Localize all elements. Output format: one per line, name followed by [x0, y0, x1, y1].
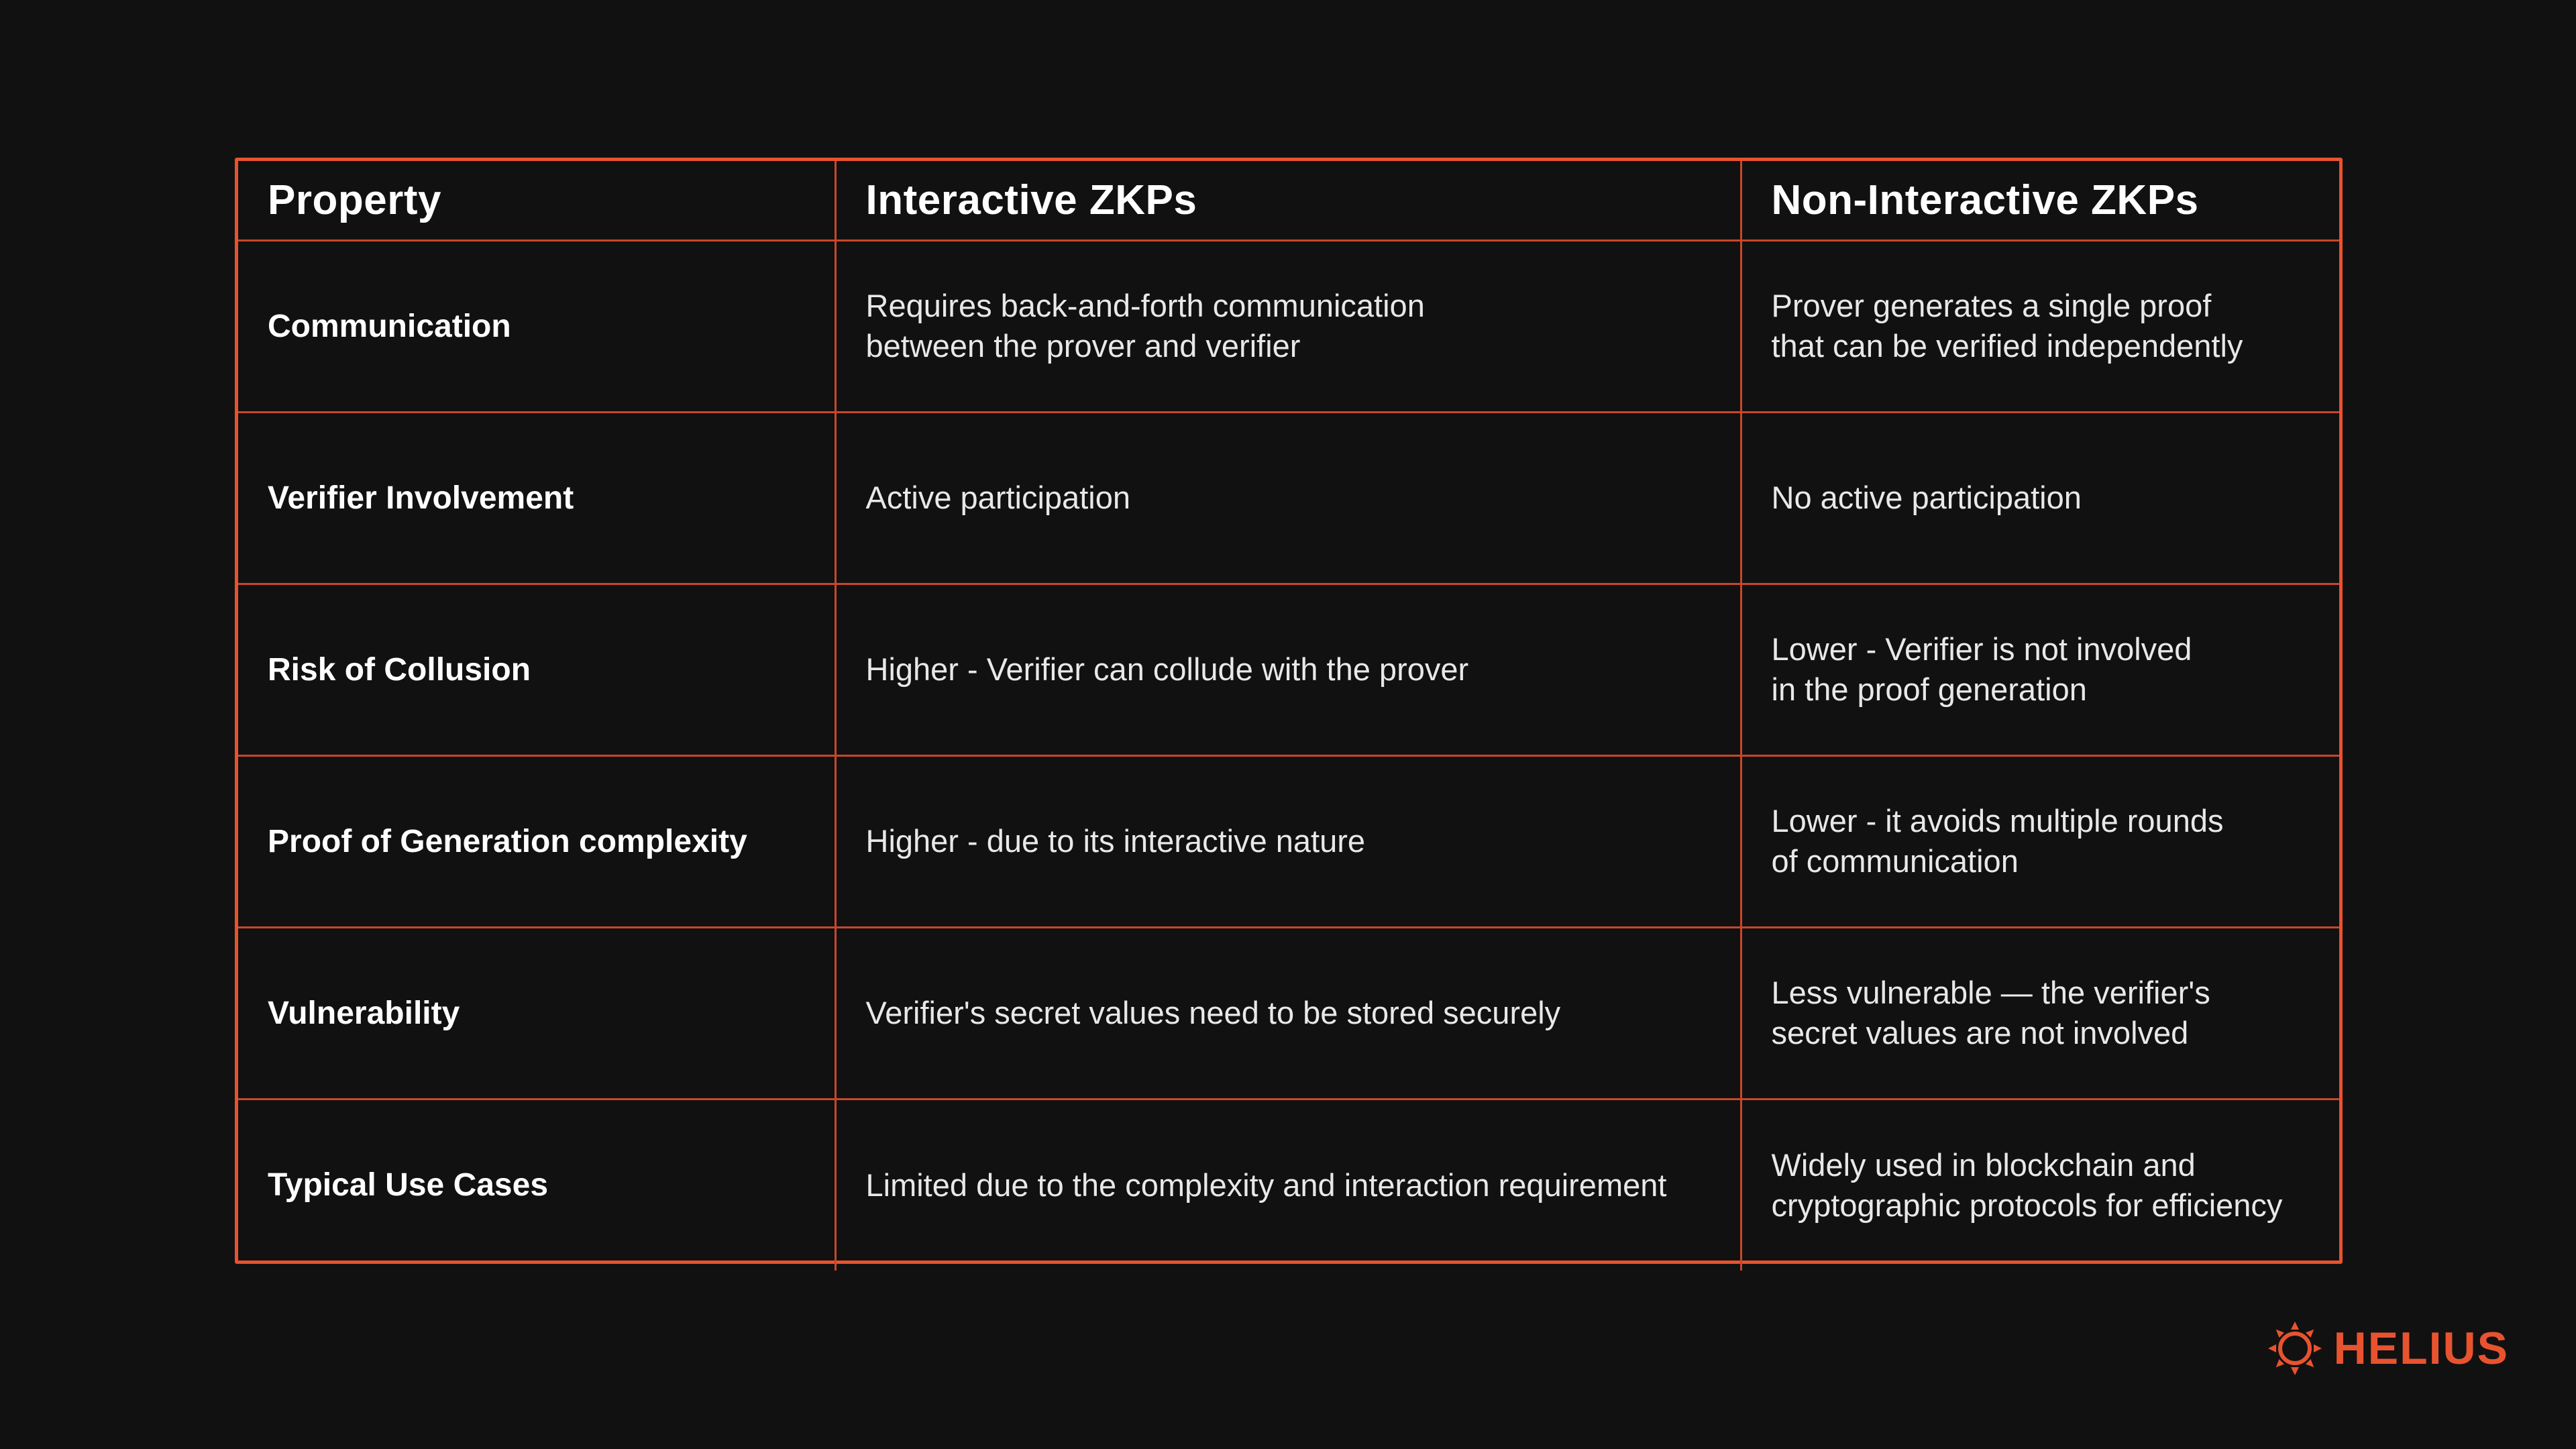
- row-property: Risk of Collusion: [238, 584, 835, 755]
- header-property: Property: [238, 161, 835, 240]
- row-interactive-value: Active participation: [835, 412, 1741, 584]
- row-interactive-value: Limited due to the complexity and interaction requirement: [835, 1099, 1741, 1271]
- row-non-interactive-value: Less vulnerable — the verifier's secret values are not involved: [1741, 927, 2339, 1099]
- zkp-comparison-table: [238, 161, 2339, 1271]
- table-row: [238, 755, 2339, 927]
- row-interactive-value: Higher - due to its interactive nature: [835, 755, 1741, 927]
- table-row: [238, 1099, 2339, 1271]
- row-property: Vulnerability: [238, 927, 835, 1099]
- row-non-interactive-value: No active participation: [1741, 412, 2339, 584]
- table-row: [238, 584, 2339, 755]
- helius-sun-icon: [2267, 1320, 2323, 1377]
- row-interactive-value: Requires back-and-forth communication between the prover and verifier: [835, 240, 1741, 412]
- header-non-interactive: Non-Interactive ZKPs: [1741, 161, 2339, 240]
- helius-logo-text: HELIUS: [2333, 1323, 2509, 1374]
- row-non-interactive-value: Prover generates a single proof that can be verified independently: [1741, 240, 2339, 412]
- row-property: Communication: [238, 240, 835, 412]
- header-interactive: Interactive ZKPs: [835, 161, 1741, 240]
- row-interactive-value: Higher - Verifier can collude with the prover: [835, 584, 1741, 755]
- table-row: [238, 240, 2339, 412]
- table-row: [238, 412, 2339, 584]
- row-non-interactive-value: Lower - it avoids multiple rounds of communication: [1741, 755, 2339, 927]
- row-non-interactive-value: Lower - Verifier is not involved in the proof generation: [1741, 584, 2339, 755]
- row-property: Proof of Generation complexity: [238, 755, 835, 927]
- row-non-interactive-value: Widely used in blockchain and cryptographic protocols for efficiency: [1741, 1099, 2339, 1271]
- row-property: Verifier Involvement: [238, 412, 835, 584]
- table-header-row: [238, 161, 2339, 240]
- row-interactive-value: Verifier's secret values need to be stored securely: [835, 927, 1741, 1099]
- comparison-table: [235, 158, 2343, 1264]
- row-property: Typical Use Cases: [238, 1099, 835, 1271]
- helius-logo: [2267, 1315, 2509, 1382]
- table-row: [238, 927, 2339, 1099]
